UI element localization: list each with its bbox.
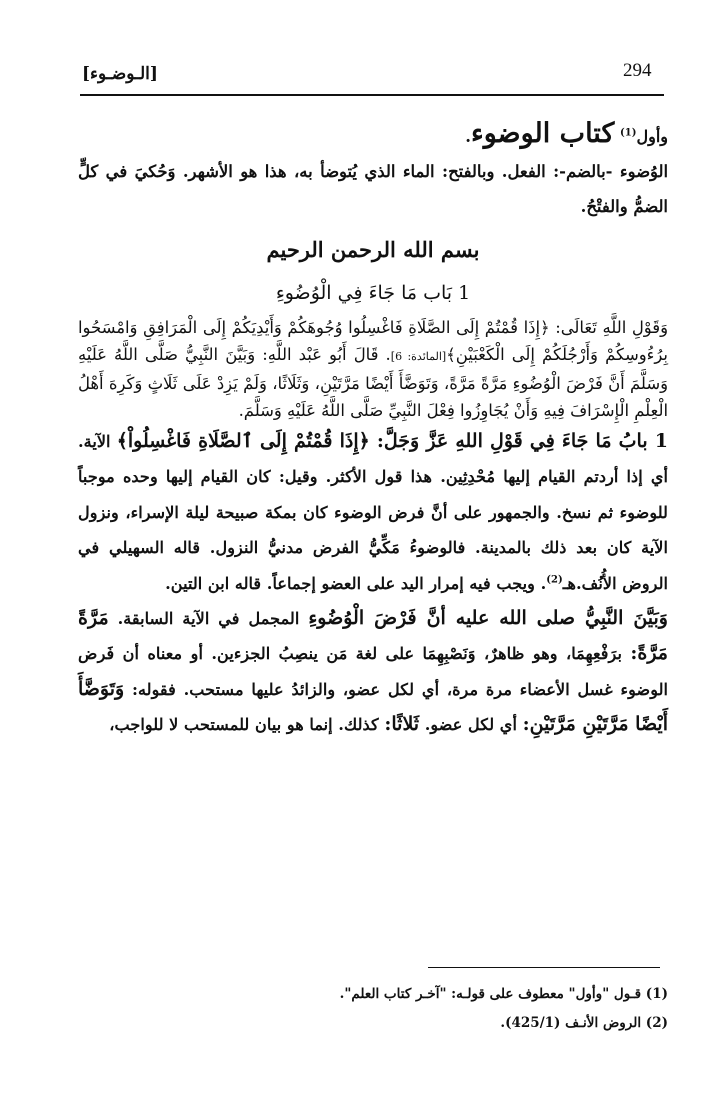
header-divider — [80, 94, 664, 96]
commentary-paragraph-1 — [78, 424, 668, 601]
commentary-text-1b: . ويجب فيه إمرار اليد على العضو إجماعاً. قاله ابن التين. — [165, 573, 547, 593]
intro-lead: وأول — [636, 127, 668, 146]
verse-reference: [المائدة: 6] — [390, 350, 447, 363]
page-number: 294 — [623, 60, 652, 81]
commentary-text-2a: المجمل في الآية السابقة. — [108, 609, 309, 629]
footnote-ref-1[interactable]: (1) — [620, 127, 637, 139]
commentary-text-2b: برَفْعِهِمَا، وهو ظاهرٌ، وَنَصْبِهِمَا على لغة مَن ينصِبُ الجزءين. أو معناه أن فَرض الوضوء غسل الأعضاء مرة مرة، أي لكل عضو، والزائدُ عليها مستحب. فقوله: — [78, 644, 668, 699]
hadith-before-quote: وَقَوْلِ اللَّهِ تَعَالَى: — [549, 318, 668, 337]
commentary-paragraph-2 — [78, 601, 668, 743]
footnotes — [78, 980, 668, 1038]
book-title: كتاب الوضوء — [471, 118, 615, 149]
book-title-end: . — [465, 127, 472, 146]
chapter-heading: 1 بَاب مَا جَاءَ فِي الْوُضُوءِ — [275, 282, 471, 304]
intro-definition: الوُضوء -بالضم-: الفعل. وبالفتح: الماء الذي يُتوضأ به، هذا هو الأشهر. وَحُكيَ في كلٍّ الضمُّ والفتْحُ. — [78, 162, 668, 216]
running-head: [الـوضـوء] — [82, 64, 158, 84]
footnote-1: (1) قـول "وأول" معطوف على قولـه: "آخـر كتاب العلم". — [339, 986, 668, 1002]
intro-title-line — [78, 116, 668, 154]
commentary-lemma-3: مَرَّةً مَرَّةً: — [78, 607, 668, 665]
hadith-after-quote: . قَالَ أَبُو عَبْد اللَّهِ: وَبَيَّنَ النَّبِيُّ صَلَّى اللَّهُ عَلَيْهِ وَسَلَّمَ أَنَّ فَرْضَ الْوُضُوءِ مَرَّةً مَرَّةً، وَتَوَضَّأَ أَيْضًا مَرَّتَيْنِ، وَثَلَاثًا، وَلَمْ يَزِدْ عَلَى ثَلَاثٍ وَكَرِهَ أَهْلُ الْعِلْمِ الْإِسْرَافَ فِيهِ وَأَنْ يُجَاوِزُوا فِعْلَ النَّبِيِّ صَلَّى اللَّهُ عَلَيْهِ وَسَلَّمَ. — [78, 345, 668, 420]
main-text — [78, 116, 668, 743]
quran-quote: ﴿إِذَا قُمْتُمْ إِلَى الصَّلَاةِ فَاغْسِلُوا وُجُوهَكُمْ وَأَيْدِيَكُمْ إِلَى الْمَرَافِقِ وَامْسَحُوا بِرُءُوسِكُمْ وَأَرْجُلَكُمْ إِلَى الْكَعْبَيْنِ﴾ — [78, 318, 668, 364]
hadith-text — [78, 314, 668, 424]
commentary-text-2c: أي لكل عضو. — [419, 715, 523, 735]
commentary-lemma-1: 1 بابُ مَا جَاءَ فِي قَوْلِ اللهِ عَزَّ وَجَلَّ: ﴿إِذَا قُمْتُمْ إِلَى ٱلصَّلَاةِ فَاغْسِلُواْ﴾ — [116, 430, 668, 452]
commentary-lemma-2: وَبَيَّنَ النَّبِيُّ صلى الله عليه أنَّ فَرْضَ الْوُضُوءِ — [308, 607, 668, 630]
footnote-2: (2) الروض الأنـف (425/1). — [500, 1015, 668, 1031]
commentary-lemma-5: ثَلاثًا: — [384, 713, 420, 736]
commentary-text-2d: كذلك. إنما هو بيان للمستحب لا للواجب، — [109, 715, 385, 735]
basmala: بسم الله الرحمن الرحيم — [266, 237, 480, 262]
footnote-divider — [428, 967, 660, 968]
footnote-ref-2[interactable]: (2) — [546, 574, 563, 586]
commentary-lemma-4: وَتَوَضَّأَ أَيْضًا مَرَّتَيْنِ مَرَّتَيْنِ: — [78, 677, 668, 736]
commentary-text-1a: الآية. أي إذا أردتم القيام إليها مُحْدِثِين. هذا قول الأكثر. وقيل: كان القيام إليها وحده موجباً للوضوء ثم نسخ. والجمهور على أنَّ فرض الوضوء كان بمكة صبيحة ليلة الإسراء، ونزول الآية كان بعد ذلك بالمدينة. فالوضوءُ مَكِّيُّ الفرض مدنيُّ النزول. قاله السهيلي في الروض الأُنُف.هـ — [78, 432, 668, 593]
